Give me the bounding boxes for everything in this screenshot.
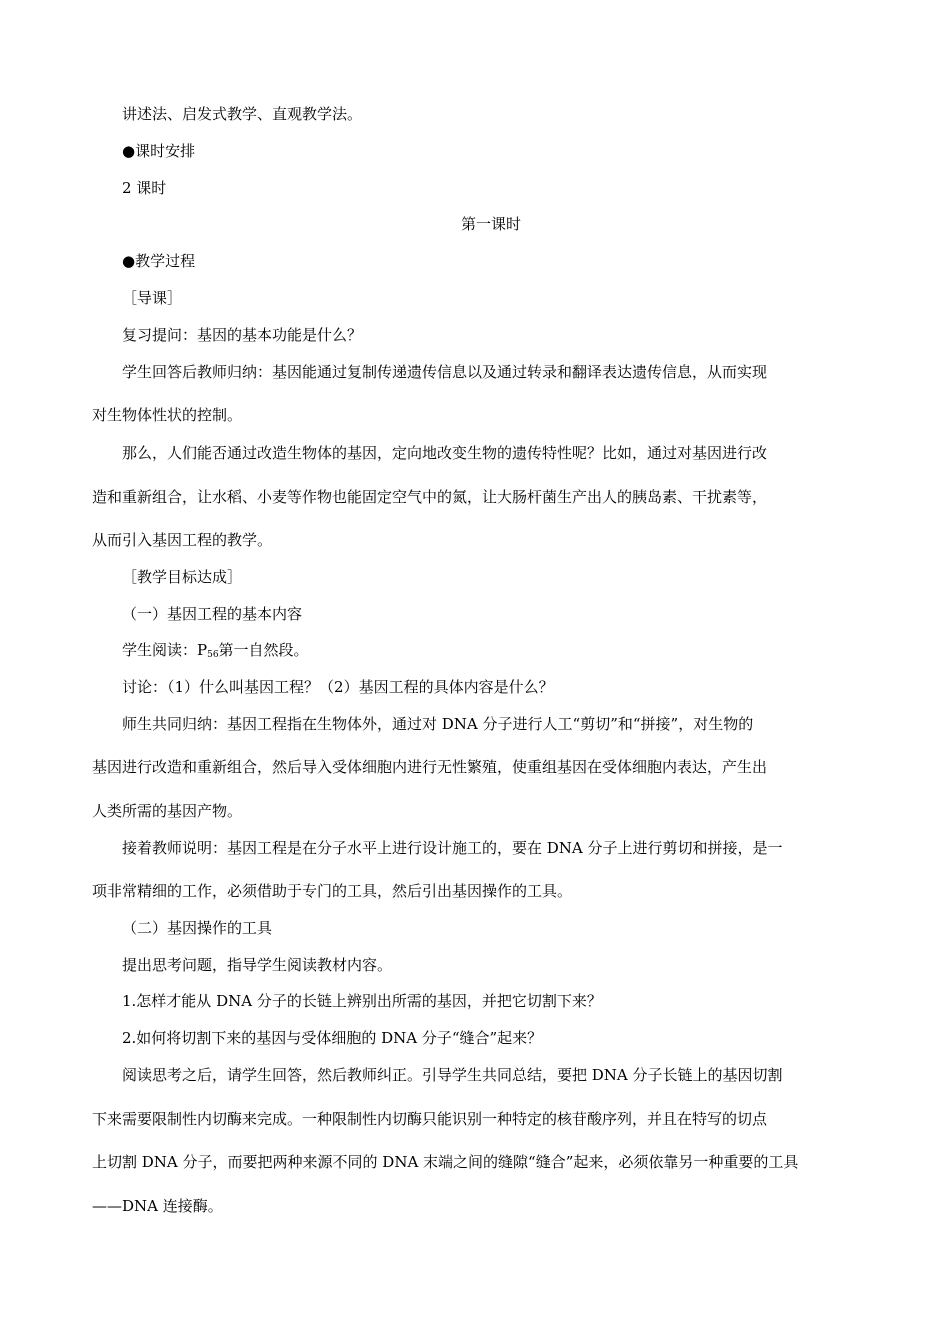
paragraph-line: 从而引入基因工程的教学。	[92, 531, 273, 549]
paragraph-line: 上切割 DNA 分子，而要把两种来源不同的 DNA 末端之间的缝隙“缝合”起来，必须依靠另一种重要的工具	[92, 1153, 799, 1171]
paragraph-line: 项非常精细的工作，必须借助于专门的工具，然后引出基因操作的工具。	[92, 882, 573, 900]
subsection-heading: ［教学目标达成］	[122, 568, 243, 586]
paragraph-line: 对生物体性状的控制。	[92, 406, 243, 424]
lesson-title: 第一课时	[460, 215, 521, 233]
list-item: 1.怎样才能从 DNA 分子的长链上辨别出所需的基因，并把它切割下来？	[122, 992, 602, 1010]
paragraph-line: ——DNA 连接酶。	[92, 1197, 223, 1215]
paragraph: 复习提问：基因的基本功能是什么？	[122, 326, 363, 344]
subsection-heading: （二）基因操作的工具	[122, 919, 273, 937]
paragraph: 讲述法、启发式教学、直观教学法。	[122, 105, 363, 123]
paragraph-line: 师生共同归纳：基因工程指在生物体外，通过对 DNA 分子进行人工“剪切”和“拼接”，对生物的	[122, 715, 754, 733]
paragraph-line: 阅读思考之后，请学生回答，然后教师纠正。引导学生共同总结，要把 DNA 分子长链上的基因切割	[122, 1066, 783, 1084]
reading-label: 学生阅读：P	[122, 641, 208, 659]
section-heading: ●教学过程	[122, 252, 196, 270]
subsection-heading: ［导课］	[122, 289, 183, 307]
paragraph: 2 课时	[122, 179, 167, 197]
page-number-subscript: 56	[207, 650, 219, 660]
paragraph-line: 那么，人们能否通过改造生物体的基因，定向地改变生物的遗传特性呢？比如，通过对基因进行改	[122, 444, 768, 462]
paragraph-line: 人类所需的基因产物。	[92, 802, 243, 820]
paragraph-line: 学生回答后教师归纳：基因能通过复制传递遗传信息以及通过转录和翻译表达遗传信息，从而实现	[122, 363, 768, 381]
paragraph	[122, 640, 309, 665]
section-heading: ●课时安排	[122, 142, 196, 160]
reading-target: 第一自然段。	[218, 641, 309, 659]
paragraph-line: 基因进行改造和重新组合，然后导入受体细胞内进行无性繁殖，使重组基因在受体细胞内表达，产生出	[92, 758, 768, 776]
paragraph: 提出思考问题，指导学生阅读教材内容。	[122, 956, 393, 974]
paragraph-line: 造和重新组合，让水稻、小麦等作物也能固定空气中的氮，让大肠杆菌生产出人的胰岛素、干扰素等，	[92, 488, 768, 506]
paragraph-line: 下来需要限制性内切酶来完成。一种限制性内切酶只能识别一种特定的核苷酸序列，并且在特写的切点	[92, 1110, 768, 1128]
paragraph-line: 接着教师说明：基因工程是在分子水平上进行设计施工的，要在 DNA 分子上进行剪切和拼接，是一	[122, 839, 783, 857]
list-item: 2.如何将切割下来的基因与受体细胞的 DNA 分子“缝合”起来？	[122, 1029, 543, 1047]
subsection-heading: （一）基因工程的基本内容	[122, 605, 303, 623]
paragraph: 讨论：（1）什么叫基因工程？（2）基因工程的具体内容是什么？	[122, 678, 554, 696]
